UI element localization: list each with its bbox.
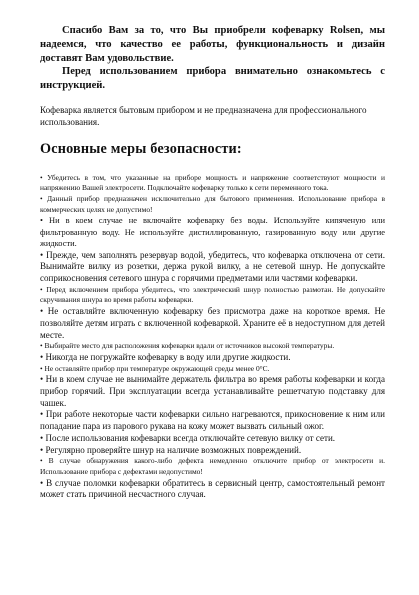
safety-item-10: • Ни в коем случае не вынимайте держатель фильтра во время работы кофеварки и когда прибор горячий. При эксплуатации всегда устанавливайте решетчатую подставку для чашек. bbox=[40, 374, 385, 409]
safety-item-5: • Перед включением прибора убедитесь, что электрический шнур полностью размотан. Не допускайте скручивания шнура во время работы кофеварки. bbox=[40, 285, 385, 306]
safety-item-8: • Никогда не погружайте кофеварку в воду или другие жидкости. bbox=[40, 352, 385, 364]
safety-item-6: • Не оставляйте включенную кофеварку без присмотра даже на короткое время. Не позволяйте детям играть с включенной кофеваркой. Храните её в недоступном для детей месте. bbox=[40, 306, 385, 341]
intro-read-text: Перед использованием прибора внимательно ознакомьтесь с инструкцией. bbox=[40, 66, 385, 92]
intro-read-instructions bbox=[40, 65, 385, 93]
safety-item-2: • Данный прибор предназначен исключительно для бытового применения. Использование прибора в коммерческих целях не допустимо! bbox=[40, 194, 385, 215]
safety-item-12: • После использования кофеварки всегда отключайте сетевую вилку от сети. bbox=[40, 433, 385, 445]
safety-item-7: • Выбирайте место для расположения кофеварки вдали от источников высокой температуры. bbox=[40, 341, 385, 352]
safety-item-3: • Ни в коем случае не включайте кофеварку без воды. Используйте кипяченую или фильтрованную воду. Не используйте дистиллированную, газированную воду или другие жидкости. bbox=[40, 215, 385, 249]
safety-item-4: • Прежде, чем заполнять резервуар водой, убедитесь, что кофеварка отключена от сети. Вынимайте вилку из розетки, держа рукой вилку, а не сетевой шнур. Не допускайте соприкосновения сетевого шнура с горячими предметами или частями кофеварки. bbox=[40, 250, 385, 285]
safety-item-1: • Убедитесь в том, что указанные на приборе мощность и напряжение соответствуют мощности и напряжению Вашей электросети. Подключайте кофеварку только к сети переменного тока. bbox=[40, 173, 385, 194]
safety-item-14: • В случае обнаружения какого-либо дефекта немедленно отключите прибор от электросети и. Использование прибора с дефектами недопустимо! bbox=[40, 456, 385, 477]
intro-thanks bbox=[40, 24, 385, 65]
safety-item-9: • Не оставляйте прибор при температуре окружающей среды менее 0°С. bbox=[40, 364, 385, 375]
safety-list bbox=[40, 173, 385, 501]
safety-item-13: • Регулярно проверяйте шнур на наличие возможных повреждений. bbox=[40, 445, 385, 457]
purpose-note: Кофеварка является бытовым прибором и не предназначена для профессионального использования. bbox=[40, 104, 367, 127]
safety-item-15: • В случае поломки кофеварки обратитесь в сервисный центр, самостоятельный ремонт может стать причиной несчастного случая. bbox=[40, 478, 385, 502]
safety-item-11: • При работе некоторые части кофеварки сильно нагреваются, прикосновение к ним или попадание пара из парового рукава на кожу может вызвать сильный ожог. bbox=[40, 409, 385, 433]
intro-thanks-text: Спасибо Вам за то, что Вы приобрели кофеварку Rolsen, мы надеемся, что качество ее работы, функциональность и дизайн доставят Вам удовольствие. bbox=[40, 25, 385, 64]
section-title: Основные меры безопасности: bbox=[40, 140, 242, 157]
